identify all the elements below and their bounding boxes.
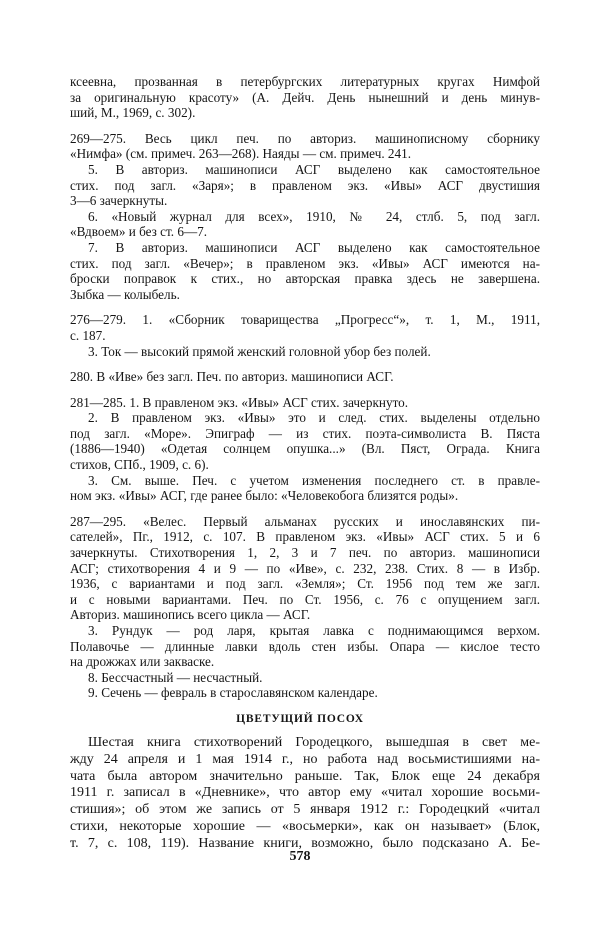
text-line: «Нимфа» (см. примеч. 263—268). Наяды — см. примеч. 241.	[70, 146, 412, 162]
text-line: 3. Рундук — род ларя, крытая лавка с поднимающимся верхом.	[88, 623, 540, 638]
text-line: 7. В авториз. машинописи АСГ выделено как самостоятельное	[88, 239, 540, 255]
section-intro	[70, 735, 540, 853]
text-line: за оригинальную красоту» (А. Дейч. День нынешний и день минув-	[70, 89, 540, 105]
text-line: Зыбка — колыбель.	[70, 286, 180, 302]
text-line: с. 187.	[70, 327, 106, 343]
text-line: АСГ; стихотворения 4 и 9 — по «Иве», с. 232, 238. Стих. 8 — в Избр.	[70, 560, 540, 576]
text-line: 6. «Новый журнал для всех», 1910, № 24, стлб. 5, под загл.	[88, 208, 540, 224]
page-number: 578	[289, 849, 311, 864]
note-block	[70, 131, 540, 303]
text-line: 1911 г. записал в «Дневнике», что автор ему «читал хорошие восьми-	[70, 785, 540, 801]
text-line: 1936, с вариантами и под загл. «Земля»; Ст. 1956 под тем же загл.	[70, 576, 540, 592]
text-line: жду 24 апреля и 1 мая 1914 г., но работа над восьмистишиями на-	[70, 751, 540, 767]
block-gap	[70, 504, 540, 514]
text-line: «Вдвоем» и без ст. 6—7.	[70, 224, 208, 240]
text-line: сателей», Пг., 1912, с. 107. В правленом экз. «Ивы» АСГ стих. 5 и 6	[70, 529, 540, 545]
block-gap	[70, 385, 540, 395]
text-line: т. 7, с. 108, 119). Название книги, возможно, было подсказано А. Бе-	[70, 835, 540, 851]
text-line: стишия»; об этом же запись от 5 января 1912 г.: Городецкий «читал	[70, 802, 540, 818]
text-line: ший, М., 1969, с. 302).	[70, 105, 196, 121]
text-line: 9. Сечень — февраль в старославянском календаре.	[88, 685, 378, 701]
text-line: Авториз. машинопись всего цикла — АСГ.	[70, 607, 311, 623]
text-line: под загл. «Море». Эпиграф — из стих. поэта-символиста В. Пяста	[70, 425, 540, 441]
text-line: Полавочье — длинные лавки вдоль стен избы. Опара — кислое тесто	[70, 638, 540, 654]
text-line: 2. В правленом экз. «Ивы» это и след. стих. выделены отдельно	[88, 410, 540, 426]
text-line: 281—285. 1. В правленом экз. «Ивы» АСГ стих. зачеркнуто.	[70, 394, 409, 410]
commentary-notes	[70, 74, 540, 701]
note-block	[70, 514, 540, 701]
text-line: 280. В «Иве» без загл. Печ. по авториз. машинописи АСГ.	[70, 369, 394, 385]
text-line: 5. В авториз. машинописи АСГ выделено как самостоятельное	[88, 161, 540, 177]
text-line: 3—6 зачеркнуты.	[70, 193, 168, 209]
text-line: стих. под загл. «Заря»; в правленом экз. «Ивы» АСГ двустишия	[70, 177, 540, 193]
note-block	[70, 395, 540, 504]
text-line: ном экз. «Ивы» АСГ, где ранее было: «Человекобога близятся роды».	[70, 488, 459, 504]
text-line: зачеркнуты. Стихотворения 1, 2, 3 и 7 печ. по авториз. машинописи	[70, 545, 540, 561]
text-line: (1886—1940) «Одетая солнцем опушка...» (Вл. Пяст, Ограда. Книга	[70, 441, 540, 457]
text-line: броски поправок к стих., но авторская правка здесь не завершена.	[70, 271, 540, 287]
text-line: стихи, некоторые хорошие — «восьмерки», как он называет» (Блок,	[70, 818, 540, 834]
section-title: ЦВЕТУЩИЙ ПОСОХ	[236, 713, 364, 725]
text-line: 269—275. Весь цикл печ. по авториз. машинописному сборнику	[70, 130, 540, 146]
text-line: ксеевна, прозванная в петербургских литературных кругах Нимфой	[70, 74, 540, 89]
text-line: на дрожжах или закваске.	[70, 654, 215, 670]
block-gap	[70, 302, 540, 312]
text-line: 3. См. выше. Печ. с учетом изменения последнего ст. в правле-	[88, 472, 540, 488]
text-line: и с новыми вариантами. Печ. по Ст. 1956, с. 76 с опущением загл.	[70, 591, 540, 607]
text-line: стихов, СПб., 1909, с. 6).	[70, 457, 209, 473]
text-line: стих. под загл. «Вечер»; в правленом экз. «Ивы» АСГ имеются на-	[70, 255, 540, 271]
text-line: 8. Бессчастный — несчастный.	[88, 669, 263, 685]
note-block	[70, 312, 540, 359]
text-line: чата была автором значительно раньше. Так, Блок еще 24 декабря	[70, 768, 540, 784]
text-line: Шестая книга стихотворений Городецкого, вышедшая в свет ме-	[88, 735, 540, 750]
text-line: 3. Ток — высокий прямой женский головной убор без полей.	[88, 343, 431, 359]
block-gap	[70, 121, 540, 131]
block-gap	[70, 359, 540, 369]
note-block	[70, 369, 540, 385]
note-block	[70, 74, 540, 121]
text-line: 276—279. 1. «Сборник товарищества „Прогресс“», т. 1, М., 1911,	[70, 312, 540, 328]
text-line: 287—295. «Велес. Первый альманах русских и инославянских пи-	[70, 513, 540, 529]
